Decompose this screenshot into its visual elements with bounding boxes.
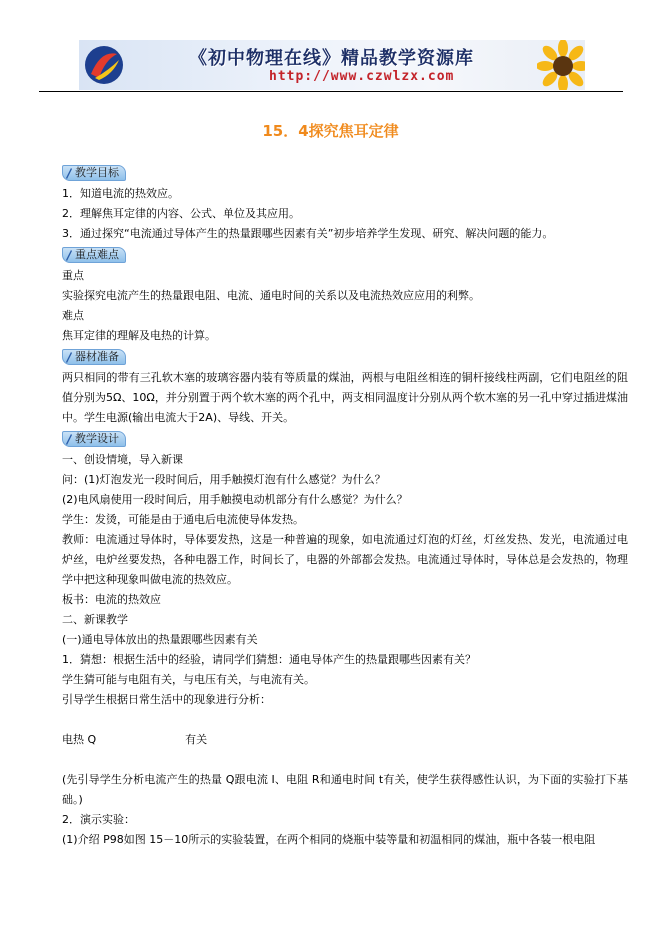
section-tag-goals [62, 165, 126, 181]
heat-label: 电热 Q [62, 733, 97, 746]
design-line: 板书：电流的热效应 [62, 593, 161, 606]
difficulty-label: 难点 [62, 309, 84, 322]
section-tag-equipment [62, 349, 126, 365]
pencil-icon [65, 351, 73, 363]
page-title: 15．4探究焦耳定律 [262, 122, 399, 140]
design-line: 问：(1)灯泡发光一段时间后，用手触摸灯泡有什么感觉？为什么？ [62, 473, 386, 486]
design-line: 一、创设情境，导入新课 [62, 453, 183, 466]
site-logo-icon [83, 44, 125, 86]
section-tag-label: 器材准备 [75, 350, 119, 363]
heat-relation-word: 有关 [185, 733, 208, 746]
equipment-text: 两只相同的带有三孔软木塞的玻璃容器内装有等质量的煤油，两根与电阻丝相连的铜杆接线柱两副，它们电阻丝的阻值分别为5Ω、10Ω，并分别置于两个软木塞的两个孔中，两支相同温度计分别从两个软木塞的另一孔中穿过插进煤油中。学生电源(输出电流大于2A)、导线、开关。 [62, 371, 628, 424]
section-tag-design [62, 431, 126, 447]
design-line: 学生：发烫，可能是由于通电后电流使导体发热。 [62, 513, 304, 526]
section-tag-label: 重点难点 [75, 248, 119, 261]
demo-label: 2．演示实验： [62, 813, 135, 826]
intro-text: (1)介绍 P98如图 15－10所示的实验装置，在两个相同的烧瓶中装等量和初温相同的煤油，瓶中各装一根电阻 [62, 833, 596, 846]
heat-relation [62, 730, 628, 750]
pencil-icon [65, 249, 73, 261]
design-line: 引导学生根据日常生活中的现象进行分析： [62, 693, 271, 706]
header-banner [79, 40, 585, 90]
section-tag-label: 教学目标 [75, 166, 119, 179]
goal-item: 1．知道电流的热效应。 [62, 187, 179, 200]
goal-item: 2．理解焦耳定律的内容、公式、单位及其应用。 [62, 207, 300, 220]
banner-url: http://www.czwlzx.com [269, 69, 455, 84]
banner-title: 《初中物理在线》精品教学资源库 [189, 48, 474, 69]
difficulty-text: 焦耳定律的理解及电热的计算。 [62, 329, 216, 342]
design-line: 二、新课教学 [62, 613, 128, 626]
teacher-text: 教师：电流通过导体时，导体要发热，这是一种普遍的现象，如电流通过灯泡的灯丝，灯丝发热、发光，电流通过电炉丝，电炉丝要发热，各种电器工作，时间长了，电器的外部都会发热。电流通过导体时，导体总是会发热的，物理学中把这种现象叫做电流的热效应。 [62, 533, 628, 586]
design-line: (2)电风扇使用一段时间后，用手触摸电动机部分有什么感觉？为什么？ [62, 493, 408, 506]
sunflower-icon [537, 40, 585, 90]
design-line: 学生猜可能与电阻有关，与电压有关，与电流有关。 [62, 673, 315, 686]
design-line: (一)通电导体放出的热量跟哪些因素有关 [62, 633, 258, 646]
guide-text: (先引导学生分析电流产生的热量 Q跟电流 I、电阻 R和通电时间 t有关，使学生获得感性认识，为下面的实验打下基础。) [62, 773, 628, 806]
pencil-icon [65, 167, 73, 179]
section-tag-key [62, 247, 126, 263]
header-rule [39, 91, 623, 92]
goal-item: 3．通过探究“电流通过导体产生的热量跟哪些因素有关”初步培养学生发现、研究、解决问题的能力。 [62, 227, 554, 240]
key-text: 实验探究电流产生的热量跟电阻、电流、通电时间的关系以及电流热效应应用的利弊。 [62, 289, 480, 302]
key-label: 重点 [62, 269, 84, 282]
section-tag-label: 教学设计 [75, 432, 119, 445]
design-line: 1．猜想：根据生活中的经验，请同学们猜想：通电导体产生的热量跟哪些因素有关？ [62, 653, 476, 666]
pencil-icon [65, 433, 73, 445]
document-body [62, 162, 628, 850]
